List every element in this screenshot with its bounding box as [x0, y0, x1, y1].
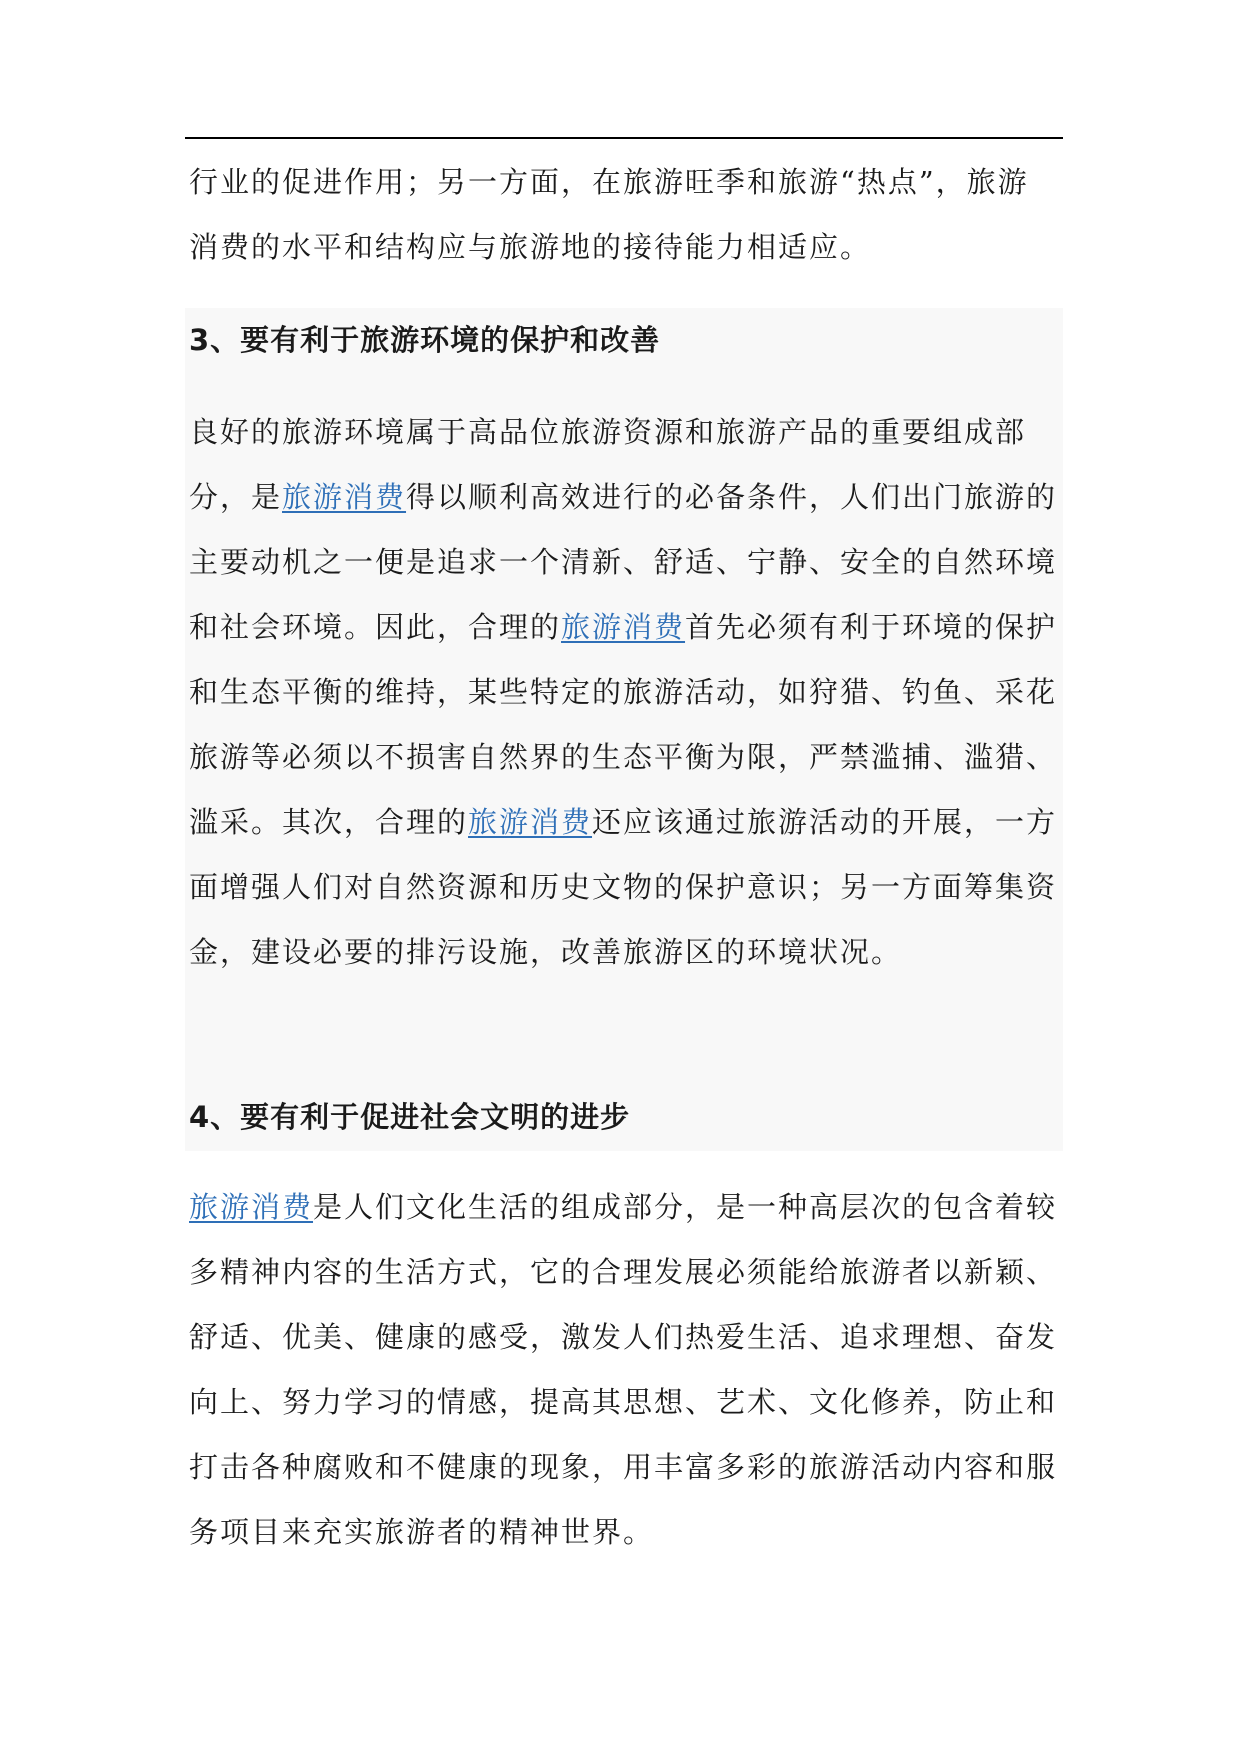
header-rule	[185, 137, 1063, 139]
paragraph-continuation: 行业的促进作用；另一方面，在旅游旺季和旅游“热点”，旅游消费的水平和结构应与旅游地的接待能力相适应。	[189, 165, 1029, 264]
section-3-heading: 3、要有利于旅游环境的保护和改善	[189, 323, 661, 357]
travel-consumption-link[interactable]: 旅游消费	[282, 480, 407, 514]
travel-consumption-link[interactable]: 旅游消费	[189, 1190, 314, 1224]
section-4-heading: 4、要有利于促进社会文明的进步	[189, 1100, 631, 1134]
travel-consumption-link[interactable]: 旅游消费	[561, 610, 686, 644]
section-4-paragraph: 旅游消费是人们文化生活的组成部分，是一种高层次的包含着较多精神内容的生活方式，它的合理发展必须能给旅游者以新颖、舒适、优美、健康的感受，激发人们热爱生活、追求理想、奋发向上、努力学习的情感，提高其思想、艺术、文化修养，防止和打击各种腐败和不健康的现象，用丰富多彩的旅游活动内容和服务项目来充实旅游者的精神世界。	[189, 1190, 1058, 1549]
document-page	[185, 0, 1063, 1754]
section-3-paragraph: 良好的旅游环境属于高品位旅游资源和旅游产品的重要组成部分，是旅游消费得以顺利高效进行的必备条件，人们出门旅游的主要动机之一便是追求一个清新、舒适、宁静、安全的自然环境和社会环境。因此，合理的旅游消费首先必须有利于环境的保护和生态平衡的维持，某些特定的旅游活动，如狩猎、钓鱼、采花旅游等必须以不损害自然界的生态平衡为限，严禁滥捕、滥猎、滥采。其次，合理的旅游消费还应该通过旅游活动的开展，一方面增强人们对自然资源和历史文物的保护意识；另一方面筹集资金，建设必要的排污设施，改善旅游区的环境状况。	[189, 415, 1058, 969]
travel-consumption-link[interactable]: 旅游消费	[468, 805, 593, 839]
